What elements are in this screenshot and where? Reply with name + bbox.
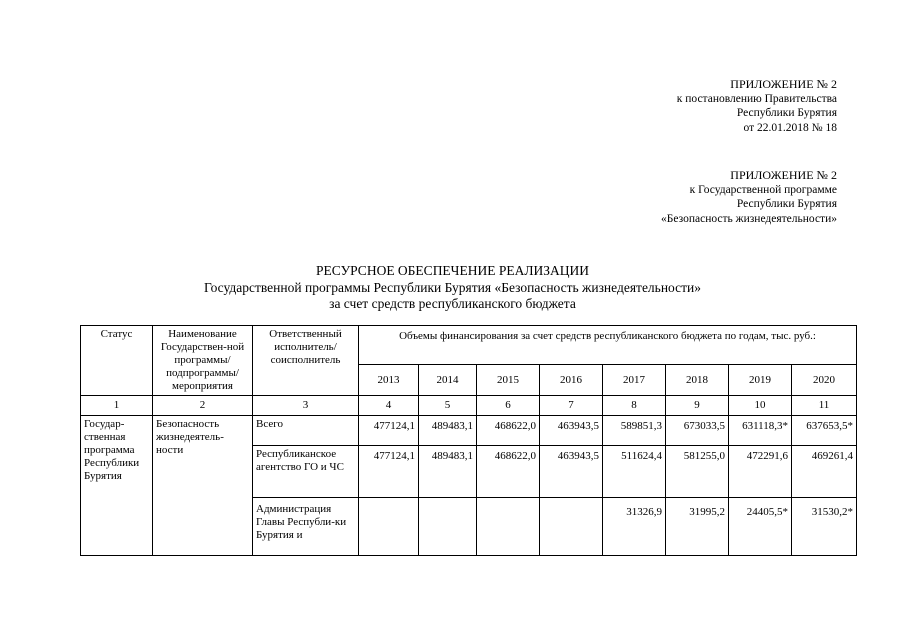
header-executor: Ответственный исполнитель/ соисполнитель [253, 326, 359, 396]
value-cell [359, 498, 419, 556]
header-row [81, 326, 857, 365]
header-name: Наименование Государствен-ной программы/ подпрограммы/ мероприятия [153, 326, 253, 396]
year-header: 2017 [603, 365, 666, 396]
table-row [81, 416, 857, 446]
year-header: 2013 [359, 365, 419, 396]
value-cell: 24405,5* [729, 498, 792, 556]
column-number: 8 [603, 396, 666, 416]
column-number: 4 [359, 396, 419, 416]
document-title [0, 263, 905, 313]
funding-table [80, 325, 857, 556]
value-cell: 637653,5* [792, 416, 857, 446]
column-number: 10 [729, 396, 792, 416]
appendix-line: «Безопасность жизнедеятельности» [661, 212, 837, 225]
value-cell: 468622,0 [477, 416, 540, 446]
column-number: 6 [477, 396, 540, 416]
value-cell: 463943,5 [540, 416, 603, 446]
column-number: 7 [540, 396, 603, 416]
column-numbers-row [81, 396, 857, 416]
appendix-block-program [661, 168, 837, 226]
value-cell: 673033,5 [666, 416, 729, 446]
appendix-line: от 22.01.2018 № 18 [743, 121, 837, 134]
appendix-heading: ПРИЛОЖЕНИЕ № 2 [730, 168, 837, 182]
value-cell: 477124,1 [359, 416, 419, 446]
header-volumes: Объемы финансирования за счет средств республиканского бюджета по годам, тыс. руб.: [359, 326, 857, 365]
appendix-line: Республики Бурятия [736, 107, 837, 119]
value-cell: 31995,2 [666, 498, 729, 556]
value-cell: 489483,1 [419, 416, 477, 446]
value-cell [477, 498, 540, 556]
value-cell: 468622,0 [477, 446, 540, 498]
title-line: Государственной программы Республики Бурятия «Безопасность жизнедеятельности» [203, 279, 702, 295]
value-cell [540, 498, 603, 556]
program-name-cell: Безопасность жизнедеятель-ности [153, 416, 253, 556]
title-line: РЕСУРСНОЕ ОБЕСПЕЧЕНИЕ РЕАЛИЗАЦИИ [316, 263, 589, 278]
executor-cell: Республиканское агентство ГО и ЧС [253, 446, 359, 498]
value-cell: 31326,9 [603, 498, 666, 556]
value-cell: 31530,2* [792, 498, 857, 556]
value-cell: 472291,6 [729, 446, 792, 498]
executor-cell: Администрация Главы Республи-ки Бурятия и [253, 498, 359, 556]
title-line: за счет средств республиканского бюджета [329, 296, 576, 311]
year-header: 2014 [419, 365, 477, 396]
executor-cell: Всего [253, 416, 359, 446]
appendix-block-resolution [677, 77, 837, 135]
column-number: 5 [419, 396, 477, 416]
appendix-heading: ПРИЛОЖЕНИЕ № 2 [730, 77, 837, 91]
column-number: 1 [81, 396, 153, 416]
value-cell: 489483,1 [419, 446, 477, 498]
header-status: Статус [81, 326, 153, 396]
year-header: 2020 [792, 365, 857, 396]
value-cell [419, 498, 477, 556]
column-number: 11 [792, 396, 857, 416]
appendix-line: к Государственной программе [689, 183, 837, 196]
value-cell: 589851,3 [603, 416, 666, 446]
year-header: 2015 [477, 365, 540, 396]
year-header: 2016 [540, 365, 603, 396]
value-cell: 631118,3* [729, 416, 792, 446]
value-cell: 463943,5 [540, 446, 603, 498]
appendix-line: Республики Бурятия [736, 198, 837, 210]
column-number: 2 [153, 396, 253, 416]
appendix-line: к постановлению Правительства [676, 92, 837, 105]
value-cell: 511624,4 [603, 446, 666, 498]
value-cell: 581255,0 [666, 446, 729, 498]
year-header: 2019 [729, 365, 792, 396]
year-header: 2018 [666, 365, 729, 396]
column-number: 9 [666, 396, 729, 416]
column-number: 3 [253, 396, 359, 416]
value-cell: 469261,4 [792, 446, 857, 498]
status-cell: Государ-ственная программа Республики Бурятия [81, 416, 153, 556]
value-cell: 477124,1 [359, 446, 419, 498]
